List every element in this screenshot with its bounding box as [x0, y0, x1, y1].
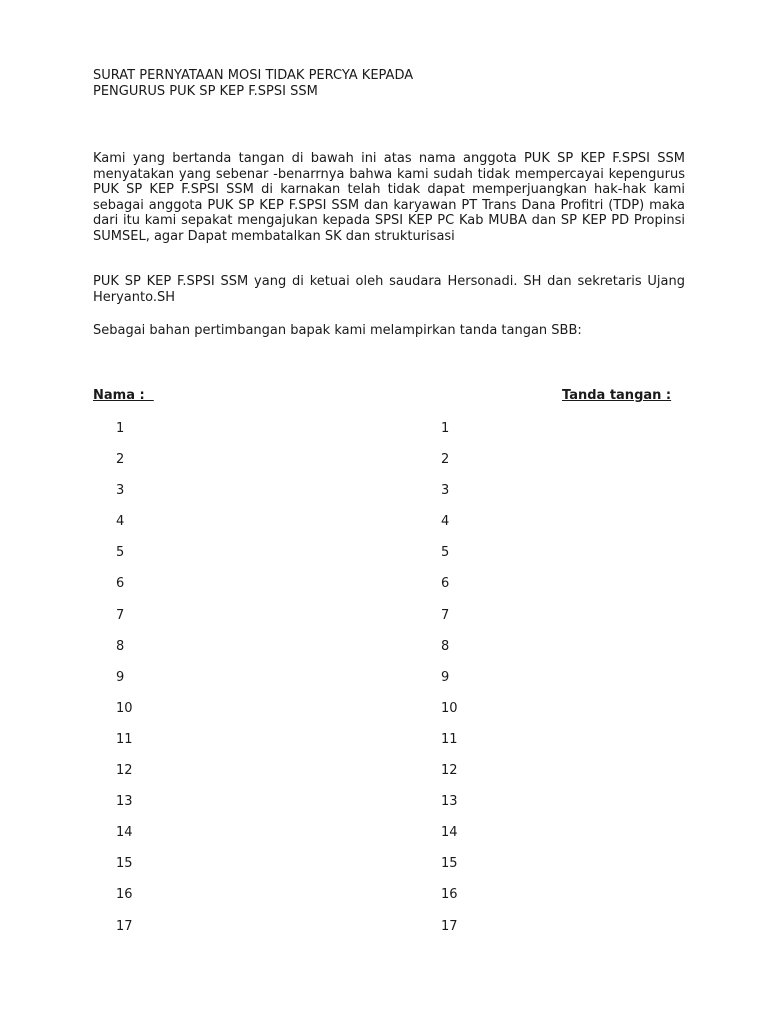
- signature-row-number: 13: [441, 794, 458, 810]
- name-row-number: 4: [116, 514, 125, 530]
- name-row-number: 14: [116, 825, 133, 841]
- signature-row-number: 17: [441, 918, 458, 934]
- title-line-1: SURAT PERNYATAAN MOSI TIDAK PERCYA KEPADA: [93, 68, 414, 83]
- name-row-number: 16: [116, 887, 133, 903]
- signature-number-list: [441, 421, 458, 950]
- signature-row-number: 9: [441, 669, 450, 685]
- name-row-number: 5: [116, 545, 125, 561]
- signature-row-number: 5: [441, 545, 450, 561]
- name-row-number: 13: [116, 794, 133, 810]
- name-row-number: 11: [116, 731, 133, 747]
- document-title: [93, 68, 413, 100]
- statement-paragraph: Kami yang bertanda tangan di bawah ini atas nama anggota PUK SP KEP F.SPSI SSM menyatakan yang sebenar -benarrnya bahwa kami sudah tidak mempercayai kepengurus PUK SP KEP F.SPSI SSM di karnakan telah tidak dapat memperjuangkan hak-hak kami sebagai anggota PUK SP KEP F.SPSI SSM dan karyawan PT Trans Dana Profitri (TDP) maka dari itu kami sepakat mengajukan kepada SPSI KEP PC Kab MUBA dan SP KEP PD Propinsi SUMSEL, agar Dapat membatalkan SK dan strukturisasi: [93, 151, 685, 244]
- signature-row-number: 8: [441, 638, 450, 654]
- name-column-header: Nama :: [93, 388, 154, 403]
- name-row-number: 12: [116, 763, 133, 779]
- signature-row-number: 10: [441, 700, 458, 716]
- name-row-number: 10: [116, 700, 133, 716]
- signature-row-number: 16: [441, 887, 458, 903]
- name-row-number: 1: [116, 421, 125, 436]
- signature-row-number: 3: [441, 483, 450, 499]
- signature-row-number: 11: [441, 731, 458, 747]
- title-line-2: PENGURUS PUK SP KEP F.SPSI SSM: [93, 84, 318, 99]
- signature-row-number: 12: [441, 763, 458, 779]
- name-row-number: 3: [116, 483, 125, 499]
- signature-row-number: 1: [441, 421, 450, 436]
- name-row-number: 8: [116, 638, 125, 654]
- signature-row-number: 7: [441, 607, 450, 623]
- signature-row-number: 6: [441, 576, 450, 592]
- signature-column-header: Tanda tangan :: [562, 388, 672, 403]
- name-row-number: 9: [116, 669, 125, 685]
- attachment-paragraph: Sebagai bahan pertimbangan bapak kami melampirkan tanda tangan SBB:: [93, 323, 582, 338]
- name-row-number: 17: [116, 918, 133, 934]
- name-row-number: 7: [116, 607, 125, 623]
- name-row-number: 15: [116, 856, 133, 872]
- signature-row-number: 2: [441, 452, 450, 468]
- leadership-paragraph: PUK SP KEP F.SPSI SSM yang di ketuai oleh saudara Hersonadi. SH dan sekretaris Ujang Heryanto.SH: [93, 274, 685, 305]
- name-number-list: [116, 421, 133, 950]
- signature-row-number: 14: [441, 825, 458, 841]
- signature-row-number: 4: [441, 514, 450, 530]
- signature-row-number: 15: [441, 856, 458, 872]
- name-row-number: 6: [116, 576, 125, 592]
- name-row-number: 2: [116, 452, 125, 468]
